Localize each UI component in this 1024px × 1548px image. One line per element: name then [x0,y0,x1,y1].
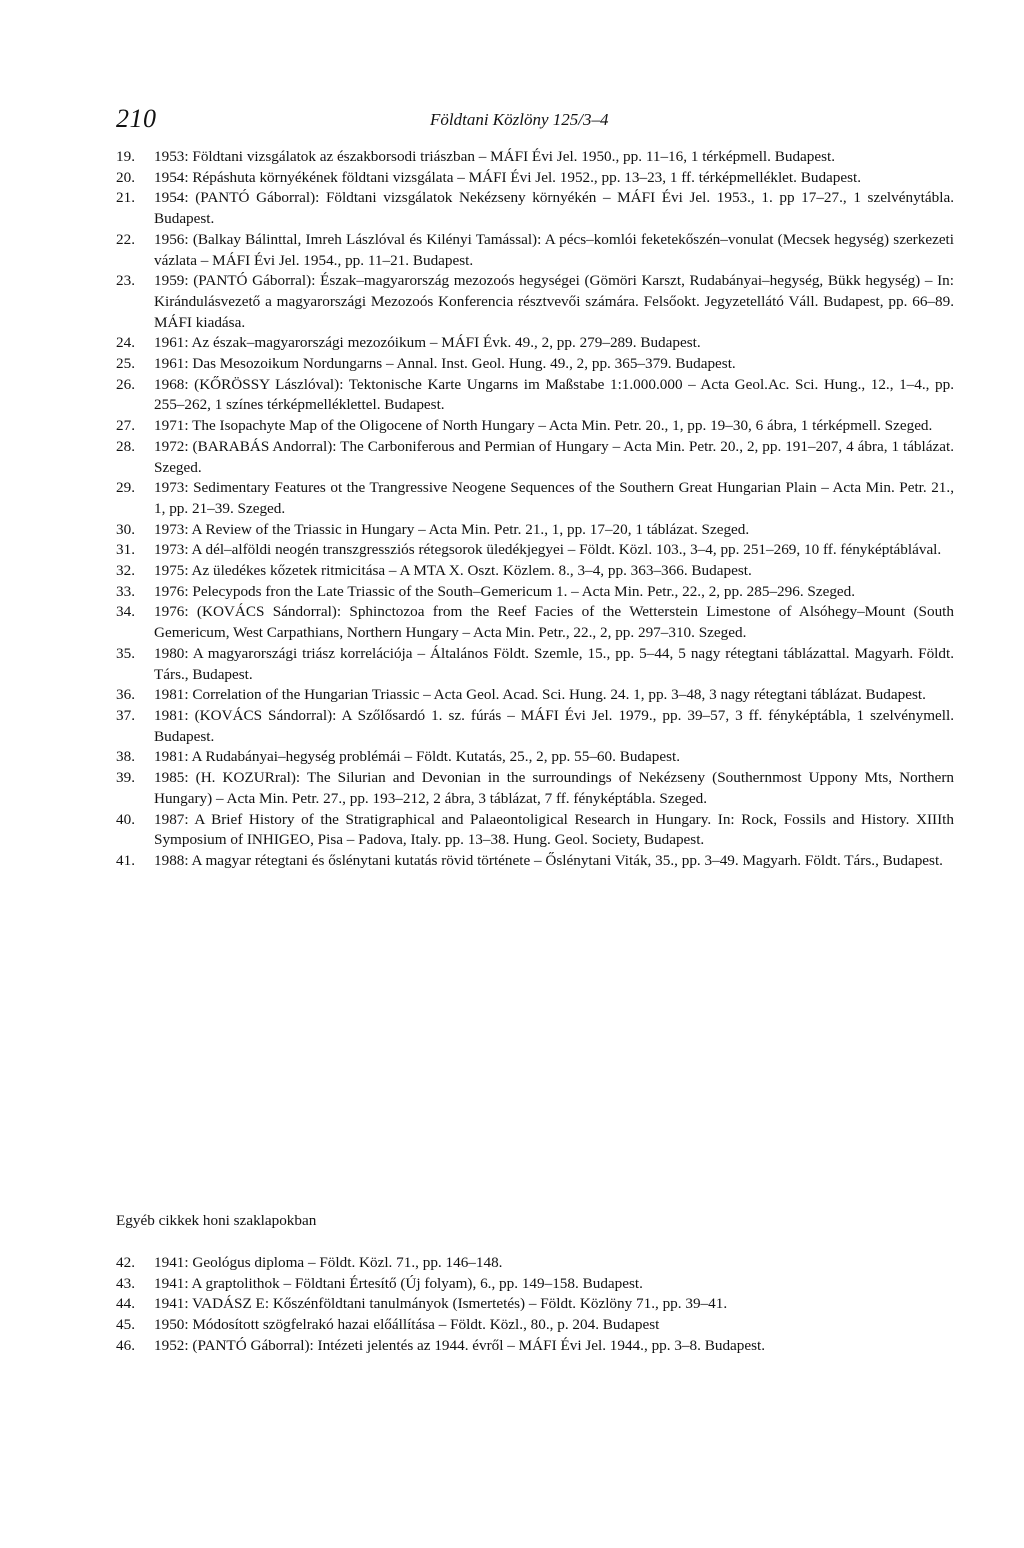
reference-number: 34. [116,603,135,621]
reference-entry [116,416,954,437]
reference-entry [116,582,954,603]
reference-number: 45. [116,1316,135,1334]
reference-entry [116,1253,954,1274]
reference-text: 1954: (PANTÓ Gáborral): Földtani vizsgálatok Nekézseny környékén – MÁFI Évi Jel. 1953., 1. pp 17–27., 1 szelvénytábla. Budapest. [154,189,954,228]
reference-number: 20. [116,168,135,186]
reference-list-other [116,1253,954,1357]
reference-text: 1981: (KOVÁCS Sándorral): A Szőlősardó 1. sz. fúrás – MÁFI Évi Jel. 1979., pp. 39–57, 3 ff. fényképtábla, 1 szelvénymell. Budapest. [154,706,954,745]
reference-text: 1973: Sedimentary Features ot the Trangressive Neogene Sequences of the Southern Great Hungarian Plain – Acta Min. Petr. 21., 1, pp. 21–39. Szeged. [154,479,954,517]
reference-entry [116,1336,954,1357]
reference-entry [116,561,954,582]
reference-text: 1953: Földtani vizsgálatok az északborsodi triászban – MÁFI Évi Jel. 1950., pp. 11–16, 1 térképmell. Budapest. [154,148,836,165]
reference-list [116,147,954,872]
reference-number: 33. [116,582,135,600]
section-heading: Egyéb cikkek honi szaklapokban [116,1212,317,1229]
reference-number: 31. [116,541,135,559]
reference-number: 44. [116,1295,135,1313]
reference-number: 39. [116,769,135,787]
reference-text: 1961: Das Mesozoikum Nordungarns – Annal. Inst. Geol. Hung. 49., 2, pp. 365–379. Budapest. [154,355,736,373]
reference-entry [116,478,954,519]
reference-number: 19. [116,148,135,165]
reference-text: 1956: (Balkay Bálinttal, Imreh Lászlóval és Kilényi Tamással): A pécs–komlói feketekőszén–vonulat (Mecsek hegység) szerkezeti vázlata – MÁFI Évi Jel. 1954., pp. 11–21. Budapest. [154,230,954,269]
reference-text: 1975: Az üledékes kőzetek ritmicitása – A MTA X. Oszt. Közlem. 8., 3–4, pp. 363–366. Budapest. [154,562,752,580]
reference-number: 26. [116,375,135,393]
reference-number: 22. [116,230,135,248]
reference-text: 1968: (KŐRÖSSY Lászlóval): Tektonische Karte Ungarns im Maßstabe 1:1.000.000 – Acta Geol.Ac. Sci. Hung., 12., 1–4., pp. 255–262, 1 színes térképmelléklettel. Budapest. [154,375,954,414]
reference-number: 25. [116,355,135,373]
reference-entry [116,1274,954,1295]
reference-text: 1941: Geológus diploma – Földt. Közl. 71., pp. 146–148. [154,1254,503,1271]
reference-number: 41. [116,851,135,869]
reference-entry [116,168,954,189]
running-head: Földtani Közlöny 125/3–4 [430,110,609,129]
reference-text: 1973: A Review of the Triassic in Hungary – Acta Min. Petr. 21., 1, pp. 17–20, 1 táblázat. Szeged. [154,520,750,538]
reference-text: 1980: A magyarországi triász korrelációja – Általános Földt. Szemle, 15., pp. 5–44, 5 nagy rétegtani táblázattal. Magyarh. Földt. Társ., Budapest. [154,644,954,683]
reference-number: 21. [116,189,135,207]
reference-entry [116,810,954,851]
reference-number: 35. [116,644,135,662]
reference-number: 27. [116,417,135,435]
reference-entry [116,851,954,872]
reference-text: 1972: (BARABÁS Andorral): The Carboniferous and Permian of Hungary – Acta Min. Petr. 20., 2, pp. 191–207, 4 ábra, 1 táblázat. Szeged. [154,437,954,476]
reference-entry [116,747,954,768]
reference-text: 1973: A dél–alföldi neogén transzgressziós rétegsorok üledékjegyei – Földt. Közl. 103., 3–4, pp. 251–269, 10 ff. fényképtáblával. [154,541,942,559]
reference-entry [116,188,954,229]
reference-number: 32. [116,562,135,580]
reference-text: 1976: (KOVÁCS Sándorral): Sphinctozoa from the Reef Facies of the Wetterstein Limestone of Alsóhegy–Mount (South Gemericum, West Carpathians, Northern Hungary – Acta Min. Petr., 22., 2, pp. 297–310. Szeged. [154,603,954,642]
reference-number: 23. [116,272,135,290]
reference-entry [116,685,954,706]
reference-text: 1959: (PANTÓ Gáborral): Észak–magyarország mezozoós hegységei (Gömöri Karszt, Rudabányai–hegység, Bükk hegység) – In: Kirándulásvezető a magyarországi Mezozoós Konferencia résztvevői számára. Felsőokt. Jegyzetellátó Váll. Budapest, pp. 66–89. MÁFI kiadása. [154,272,954,331]
page-number: 210 [116,104,157,133]
reference-entry [116,644,954,685]
reference-number: 46. [116,1336,135,1354]
reference-number: 24. [116,334,135,352]
reference-entry [116,333,954,354]
reference-text: 1961: Az észak–magyarországi mezozóikum – MÁFI Évk. 49., 2, pp. 279–289. Budapest. [154,334,701,352]
reference-entry [116,230,954,271]
reference-text: 1981: A Rudabányai–hegység problémái – Földt. Kutatás, 25., 2, pp. 55–60. Budapest. [154,748,681,766]
reference-number: 30. [116,520,135,538]
reference-entry [116,520,954,541]
reference-text: 1981: Correlation of the Hungarian Triassic – Acta Geol. Acad. Sci. Hung. 24. 1, pp. 3–48, 3 nagy rétegtani táblázat. Budapest. [154,686,926,704]
reference-number: 43. [116,1274,135,1292]
reference-text: 1950: Módosított szögfelrakó hazai előállítása – Földt. Közl., 80., p. 204. Budapest [154,1316,660,1334]
reference-entry [116,375,954,416]
reference-number: 38. [116,748,135,766]
reference-text: 1952: (PANTÓ Gáborral): Intézeti jelentés az 1944. évről – MÁFI Évi Jel. 1944., pp. 3–8. Budapest. [154,1336,766,1354]
reference-text: 1941: VADÁSZ E: Kőszénföldtani tanulmányok (Ismertetés) – Földt. Közlöny 71., pp. 39–41. [154,1295,728,1313]
reference-text: 1971: The Isopachyte Map of the Oligocene of North Hungary – Acta Min. Petr. 20., 1, pp. 19–30, 6 ábra, 1 térképmell. Szeged. [154,417,933,435]
reference-text: 1987: A Brief History of the Stratigraphical and Palaeontoligical Research in Hungary. In: Rock, Fossils and History. XIIIth Symposium of INHIGEO, Pisa – Padova, Italy. pp. 13–38. Hung. Geol. Society, Budapest. [154,810,954,849]
reference-number: 37. [116,706,135,724]
reference-entry [116,706,954,747]
reference-entry [116,1294,954,1315]
reference-entry [116,1315,954,1336]
reference-text: 1941: A graptolithok – Földtani Értesítő (Új folyam), 6., pp. 149–158. Budapest. [154,1274,643,1292]
reference-text: 1988: A magyar rétegtani és őslénytani kutatás rövid története – Őslénytani Viták, 35., pp. 3–49. Magyarh. Földt. Társ., Budapest. [154,851,943,869]
reference-number: 29. [116,479,135,497]
reference-entry [116,602,954,643]
reference-text: 1976: Pelecypods fron the Late Triassic of the South–Gemericum 1. – Acta Min. Petr., 22., 2, pp. 285–296. Szeged. [154,582,856,600]
reference-text: 1954: Répáshuta környékének földtani vizsgálata – MÁFI Évi Jel. 1952., pp. 13–23, 1 ff. térképmelléklet. Budapest. [154,168,862,186]
reference-entry [116,540,954,561]
reference-entry [116,271,954,333]
reference-entry [116,437,954,478]
reference-entry [116,147,954,168]
reference-entry [116,354,954,375]
reference-number: 28. [116,437,135,455]
reference-number: 40. [116,810,135,828]
reference-entry [116,768,954,809]
reference-number: 36. [116,686,135,704]
reference-text: 1985: (H. KOZURral): The Silurian and Devonian in the surroundings of Nekézseny (Southernmost Uppony Mts, Northern Hungary) – Acta Min. Petr. 27., pp. 193–212, 2 ábra, 3 táblázat, 7 ff. fényképtábla. Szeged. [154,769,954,807]
reference-number: 42. [116,1254,135,1271]
